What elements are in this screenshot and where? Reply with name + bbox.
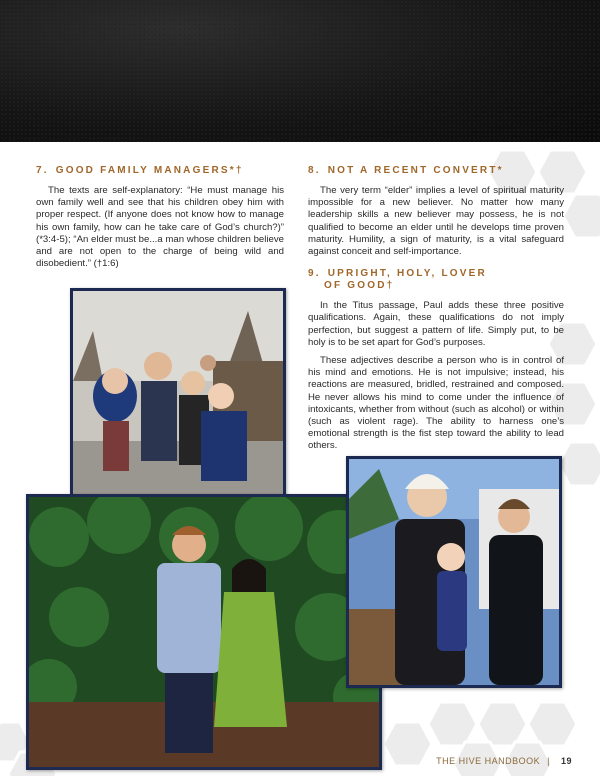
page-footer xyxy=(436,756,572,766)
heading-number: 7. xyxy=(36,165,49,176)
heading-section-9 xyxy=(308,268,564,292)
section-8-paragraph: The very term “elder” implies a level of spiritual maturity impossible for a new believer. No matter how many leadership skills a new believer may possess, he is not qualified to become an elder until he develops time proven maturity. Humility, a sign of maturity, is a vital safeguard against conceit and self-importance. xyxy=(308,185,564,258)
section-not-a-recent-convert xyxy=(308,165,564,459)
footer-title: THE HIVE HANDBOOK xyxy=(436,756,541,766)
heading-number: 9. xyxy=(308,268,321,280)
heading-section-7 xyxy=(36,165,284,177)
couple-photo-hedge-image xyxy=(29,497,379,767)
heading-title-line2: OF GOOD† xyxy=(324,280,395,292)
section-9-paragraph-2: These adjectives describe a person who is in control of his mind and emotions. He is not impulsive; instead, his reactions are measured, bridled, restrained and composed. He never allows his mind to come under the influence of intoxicants, whether from without (such as alcohol) or within (such as violent rage). The ability to harness one’s emotional strength is the fist step toward the ability to lead others. xyxy=(308,355,564,452)
section-7-paragraph: The texts are self-explanatory: “He must manage his own family well and see that his children obey him with proper respect. (If anyone does not know how to manage his own family, how can he take care of God’s church?)” (*3:4-5); “An elder must be...a man whose children believe and are not open to the charge of being wild and disobedient.” (†1:6) xyxy=(36,185,284,270)
footer-separator: | xyxy=(547,756,550,766)
page-number: 19 xyxy=(560,756,572,766)
section-good-family-managers xyxy=(36,165,284,276)
women-with-baby-photo-image xyxy=(349,459,559,685)
heading-title: GOOD FAMILY MANAGERS*† xyxy=(55,165,244,176)
couple-photo-hedge xyxy=(26,494,382,770)
section-9-paragraph-1: In the Titus passage, Paul adds these three positive qualifications. Again, these qualifications do not imply perfection, but suggest a pattern of life. Simply put, to be holy is to be set apart for God’s purposes. xyxy=(308,300,564,348)
heading-title: NOT A RECENT CONVERT* xyxy=(327,165,504,176)
family-photo-bridge-image xyxy=(73,291,283,503)
heading-title-line1: UPRIGHT, HOLY, LOVER xyxy=(327,268,487,280)
heading-number: 8. xyxy=(308,165,321,176)
family-photo-bridge xyxy=(70,288,286,506)
heading-section-8 xyxy=(308,165,564,177)
header-banner xyxy=(0,0,600,142)
women-with-baby-photo xyxy=(346,456,562,688)
